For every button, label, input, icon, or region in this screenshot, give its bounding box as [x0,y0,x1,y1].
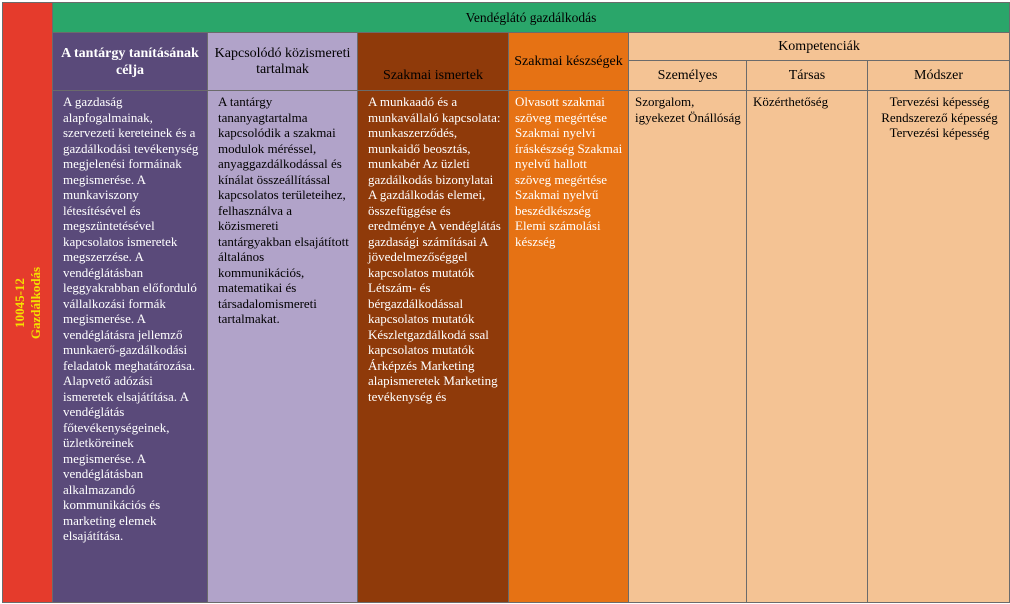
curriculum-table [2,2,1010,603]
cell-knowledge: A munkaadó és a munkavállaló kapcsolata: munkaszerződés, munkaidő beosztás, munkabér Az üzleti gazdálkodás bizonylatai A gazdálkodás elemei, összefüggése és eredménye A vendéglátás gazdasági számításai A jövedelmezőséggel kapcsolatos mutatók Létszám- és bérgazdálkodással kapcsolatos mutatók Készletgazdálkodá ssal kapcsolatos mutatók Árképzés Marketing alapismeretek Marketing tevékenység és [358,91,509,603]
header-method: Módszer [868,61,1010,91]
cell-method: Tervezési képesség Rendszerező képesség Tervezési képesség [868,91,1010,603]
module-name: Gazdálkodás [27,266,43,339]
cell-skills: Olvasott szakmai szöveg megértése Szakmai nyelvi íráskészség Szakmai nyelvű hallott szöveg megértése Szakmai nyelvű beszédkészség Elemi számolási készség [509,91,629,603]
header-content: Kapcsolódó közismereti tartalmak [208,33,358,91]
main-title: Vendéglátó gazdálkodás [53,3,1010,33]
module-side-label [3,3,53,603]
cell-social: Közérthetőség [747,91,868,603]
cell-personal: Szorgalom, igyekezet Önállóság [629,91,747,603]
header-knowledge: Szakmai ismertek [358,33,509,91]
cell-goal: A gazdaság alapfogalmainak, szervezeti kereteinek és a gazdálkodási tevékenység megjelenési formáinak megismerése. A munkaviszony létesítésével és megszüntetésével kapcsolatos ismeretek megszerzése. A vendéglátásban leggyakrabban előforduló vállalkozási formák megismerése. A vendéglátásra jellemző munkaerő-gazdálkodási feladatok meghatározása. Alapvető adózási ismeretek elsajátítása. A vendéglátás főtevékenységeinek, üzletköreinek megismerése. A vendéglátásban alkalmazandó kommunikációs és marketing elemek elsajátítása. [53,91,208,603]
header-skills: Szakmai készségek [509,33,629,91]
header-social: Társas [747,61,868,91]
cell-content: A tantárgy tananyagtartalma kapcsolódik a szakmai modulok méréssel, anyaggazdálkodással és kínálat összeállítással kapcsolatos területeihez, felhasználva a közismereti tantárgyakban elsajátított általános kommunikációs, matematikai és társadalomismereti tartalmakat. [208,91,358,603]
header-competencies: Kompetenciák [629,33,1010,61]
module-code: 10045-12 [11,277,27,328]
header-goal: A tantárgy tanításának célja [53,33,208,91]
header-personal: Személyes [629,61,747,91]
